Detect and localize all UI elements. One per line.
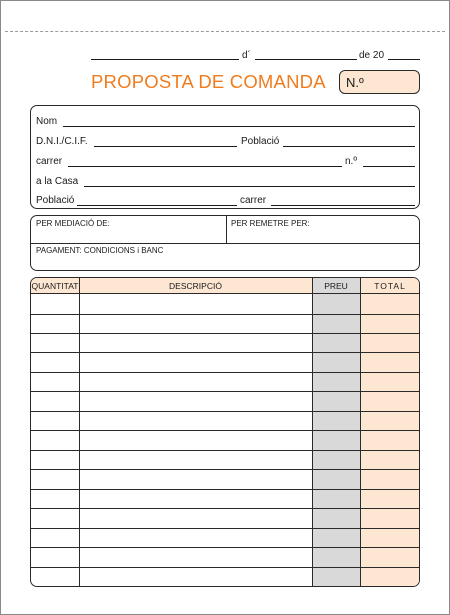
- carrer-label: carrer: [240, 195, 267, 206]
- carrer-field[interactable]: [271, 205, 415, 206]
- date-prefix: d´: [242, 50, 251, 61]
- poblacio-field-top[interactable]: [283, 146, 415, 147]
- order-number-field[interactable]: [339, 70, 420, 94]
- num-field[interactable]: [363, 166, 415, 167]
- total-column: [360, 278, 420, 586]
- shipping-divider: [226, 216, 227, 243]
- payment-divider: [31, 243, 419, 244]
- per-mediacio-label: PER MEDIACIÓ DE:: [36, 219, 110, 228]
- shipping-section: [30, 215, 420, 271]
- poblacio-field[interactable]: [77, 205, 237, 206]
- a-la-casa-label: a la Casa: [36, 176, 79, 187]
- carrer-field-top[interactable]: [68, 166, 342, 167]
- date-field[interactable]: [255, 59, 357, 60]
- per-remetre-label: PER REMETRE PER:: [231, 219, 310, 228]
- nom-field[interactable]: [63, 126, 415, 127]
- page-title: PROPOSTA DE COMANDA: [91, 71, 326, 92]
- descripcio-header: DESCRIPCIÓ: [169, 281, 222, 291]
- column-divider: [79, 278, 80, 586]
- num-label: n.º: [345, 156, 357, 167]
- dni-label: D.N.I./C.I.F.: [36, 136, 88, 147]
- year-field[interactable]: [388, 59, 420, 60]
- quantitat-header: QUANTITAT: [31, 281, 79, 291]
- total-header: TOTAL: [374, 281, 406, 291]
- items-table: [30, 277, 420, 587]
- a-la-casa-field[interactable]: [84, 186, 415, 187]
- order-number-label: N.º: [346, 75, 364, 90]
- quantitat-column: [31, 278, 79, 586]
- carrer-label-top: carrer: [36, 156, 63, 167]
- poblacio-label: Població: [36, 195, 75, 206]
- preu-header: PREU: [324, 281, 348, 291]
- poblacio-label-top: Població: [241, 136, 280, 147]
- preu-column: [312, 278, 360, 586]
- column-divider: [360, 278, 361, 586]
- pagament-label: PAGAMENT: CONDICIONS i BANC: [36, 246, 164, 255]
- dni-field[interactable]: [94, 146, 237, 147]
- year-prefix: de 20: [359, 50, 385, 61]
- descripcio-column: [79, 278, 312, 586]
- nom-label: Nom: [36, 116, 58, 127]
- client-section: [30, 105, 420, 209]
- perforation-line: [5, 31, 445, 32]
- place-field[interactable]: [91, 59, 239, 60]
- column-divider: [312, 278, 313, 586]
